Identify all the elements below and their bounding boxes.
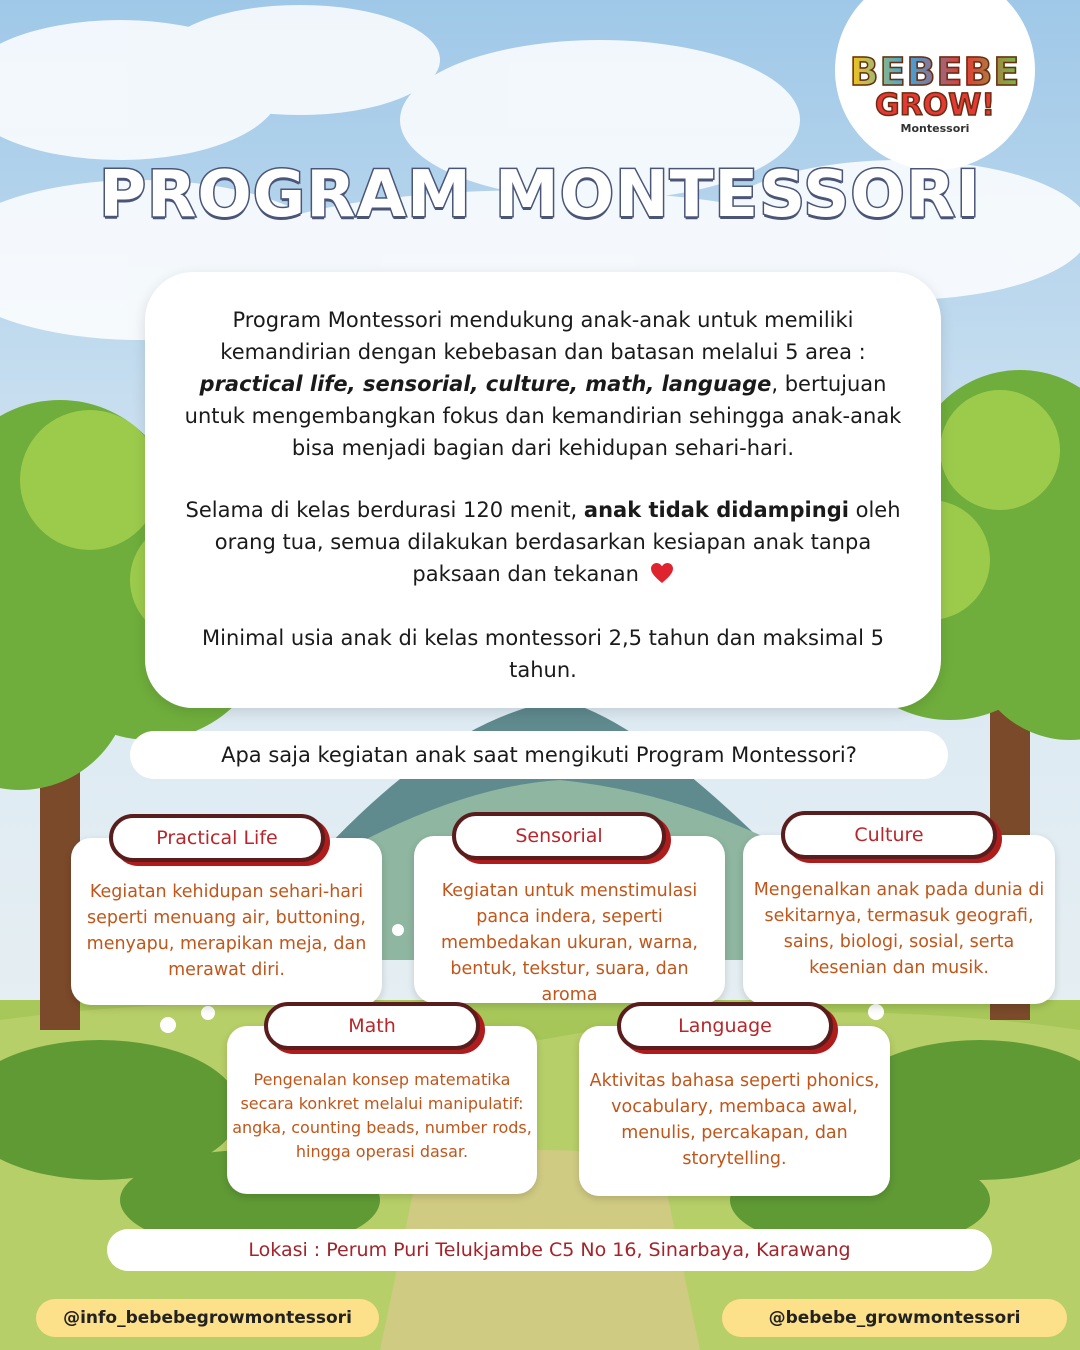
intro-p1-tail: , bertujuan untuk mengembangkan fokus dan kemandirian sehingga anak-anak bisa menjadi bagian dari kehidupan sehari-hari. xyxy=(184,372,902,460)
activity-title-culture: Culture xyxy=(781,811,997,859)
activity-desc: Kegiatan kehidupan sehari-hari seperti menuang air, buttoning, menyapu, merapikan meja, dan merawat diri. xyxy=(86,882,367,980)
activity-card-language xyxy=(579,1026,890,1196)
intro-paragraph-2 xyxy=(175,494,911,590)
social-handle-left[interactable]: @info_bebebegrowmontessori xyxy=(36,1299,379,1337)
intro-p2-bold: anak tidak didampingi xyxy=(583,498,849,522)
location-banner: Lokasi : Perum Puri Telukjambe C5 No 16, Sinarbaya, Karawang xyxy=(107,1229,992,1271)
logo-line-1: BEBEBE xyxy=(849,50,1021,94)
question-banner: Apa saja kegiatan anak saat mengikuti Program Montessori? xyxy=(130,731,948,779)
intro-paragraph-3: Minimal usia anak di kelas montessori 2,5 tahun dan maksimal 5 tahun. xyxy=(202,626,884,682)
activity-desc: Mengenalkan anak pada dunia di sekitarnya, termasuk geografi, sains, biologi, sosial, serta kesenian dan musik. xyxy=(753,880,1045,978)
activity-title-math: Math xyxy=(264,1002,480,1050)
intro-p1-text: Program Montessori mendukung anak-anak untuk memiliki kemandirian dengan kebebasan dan batasan melalui 5 area : xyxy=(220,308,866,364)
intro-p2-tail: oleh orang tua, semua dilakukan berdasarkan kesiapan anak tanpa paksaan dan tekanan xyxy=(214,498,901,586)
activity-desc: Pengenalan konsep matematika secara konkret melalui manipulatif: angka, counting beads, number rods, hingga operasi dasar. xyxy=(232,1070,532,1161)
social-handle-right[interactable]: @bebebe_growmontessori xyxy=(722,1299,1067,1337)
activity-desc: Kegiatan untuk menstimulasi panca indera, seperti membedakan ukuran, warna, bentuk, tekstur, suara, dan aroma xyxy=(441,881,698,1005)
intro-paragraph-1 xyxy=(175,304,911,464)
intro-card xyxy=(145,272,941,708)
heart-icon xyxy=(650,562,674,584)
activity-card-culture xyxy=(743,835,1055,1004)
activity-card-sensorial xyxy=(414,836,725,1003)
activity-card-practical-life xyxy=(71,838,382,1005)
logo-line-2: GROW! xyxy=(875,88,995,123)
intro-p1-areas: practical life, sensorial, culture, math, language xyxy=(199,372,772,396)
activity-desc: Aktivitas bahasa seperti phonics, vocabulary, membaca awal, menulis, percakapan, dan storytelling. xyxy=(589,1071,880,1169)
activity-title-practical-life: Practical Life xyxy=(109,814,325,862)
activity-title-sensorial: Sensorial xyxy=(452,812,666,860)
logo-line-3: Montessori xyxy=(900,122,970,135)
page-title: PROGRAM MONTESSORI xyxy=(99,158,981,232)
intro-p2-text: Selama di kelas berdurasi 120 menit, xyxy=(185,498,584,522)
activity-title-language: Language xyxy=(617,1002,833,1050)
activity-card-math xyxy=(227,1026,537,1194)
